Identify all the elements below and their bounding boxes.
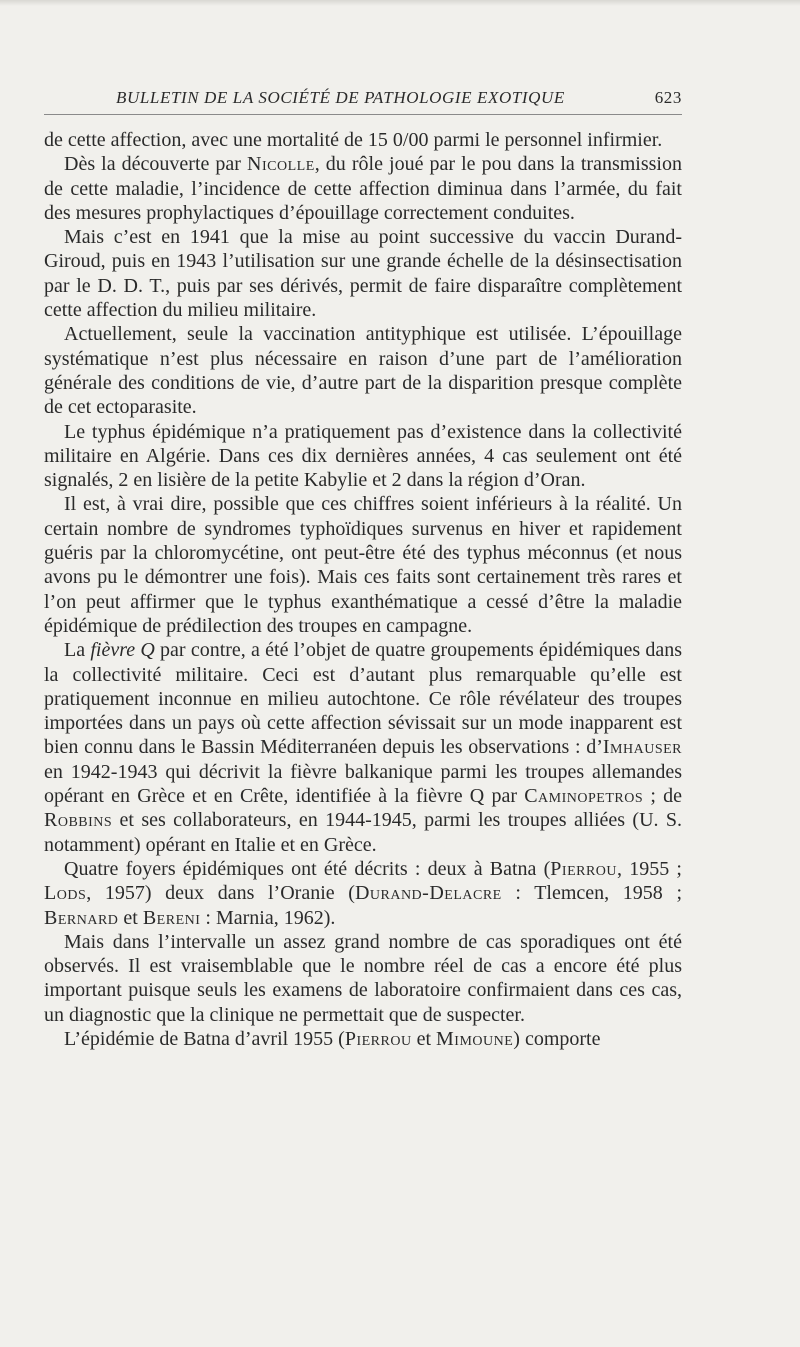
author-name: Durand-Delacre: [354, 882, 502, 905]
page-number: 623: [654, 88, 682, 107]
author-name: Caminopetros: [524, 785, 644, 808]
text-run: Dès la découverte par: [64, 153, 248, 176]
page-top-edge: [0, 0, 800, 6]
text-run: ; de: [643, 785, 682, 808]
author-name: Imhauser: [602, 736, 682, 759]
author-name: Robbins: [44, 809, 113, 832]
author-name: Bereni: [142, 906, 201, 929]
text-run: par contre, a été l’objet de quatre groupements épidémiques dans la collectivité militaire. Ceci est d’autant plus remarquable qu’elle est pratiquement inconnue en milieu autochtone. Ce rôle révélateur des troupes importées dans un pays où cette affection sévissait sur un mode inapparent est bien connu dans le Bassin Méditerranéen depuis les observations : d’: [44, 639, 682, 759]
paragraph: [44, 638, 682, 857]
journal-title: BULLETIN DE LA SOCIÉTÉ DE PATHOLOGIE EXOTIQUE: [116, 88, 565, 107]
author-name: Nicolle: [247, 153, 315, 176]
text-run: Il est, à vrai dire, possible que ces chiffres soient inférieurs à la réalité. Un certain nombre de syndromes typhoïdiques survenus en hiver et rapidement guéris par la chloromycétine, ont peut-être été des typhus méconnus (et nous avons pu le démontrer une fois). Mais ces faits sont certainement très rares et l’on peut affirmer que le typhus exanthématique a cessé d’être la maladie épidémique de prédilection des troupes en campagne.: [44, 493, 682, 637]
text-run: , du rôle joué par le pou dans la transmission de cette maladie, l’incidence de cette affection diminua dans l’armée, du fait des mesures prophylactiques d’épouillage correctement conduites.: [44, 153, 682, 224]
text-run: Actuellement, seule la vaccination antityphique est utilisée. L’épouillage systématique n’est plus nécessaire en raison d’une part de l’amélioration générale des conditions de vie, d’autre part de la disparition presque complète de cet ectoparasite.: [44, 323, 682, 419]
paragraph: [44, 930, 682, 1027]
text-run: et: [118, 906, 143, 929]
text-run: et ses collaborateurs, en 1944-1945, parmi les troupes alliées (U. S. notamment) opérant en Italie et en Grèce.: [44, 809, 682, 856]
paragraph: [44, 857, 682, 930]
author-name: Pierrou: [550, 857, 618, 880]
paragraph: [44, 492, 682, 638]
paragraph: [44, 420, 682, 493]
text-run: ) comporte: [513, 1027, 601, 1050]
running-header: [44, 88, 682, 112]
header-rule: [44, 114, 682, 115]
text-run: en 1942-1943 qui décrivit la fièvre balkanique parmi les troupes allemandes opérant en Grèce et en Crête, identifiée à la fièvre Q par: [44, 760, 682, 808]
text-run: Mais c’est en 1941 que la mise au point successive du vaccin Durand-Giroud, puis en 1943 l’utilisation sur une grande échelle de la désinsectisation par le D. D. T., puis par ses dérivés, permit de faire disparaître complètement cette affection du milieu militaire.: [44, 226, 682, 322]
text-run: : Tlemcen, 1958 ;: [501, 882, 682, 905]
author-name: Pierrou: [344, 1027, 412, 1050]
text-run: , 1955 ;: [617, 857, 682, 880]
article-body: [44, 128, 682, 1051]
paragraph: [44, 1027, 682, 1051]
italic-term: fièvre Q: [90, 639, 155, 662]
text-run: , 1957) deux dans l’Oranie (: [86, 882, 355, 905]
text-run: Mais dans l’intervalle un assez grand nombre de cas sporadiques ont été observés. Il est vraisemblable que le nombre réel de cas a encore été plus important puisque seuls les examens de laboratoire confirmaient dans ces cas, un diagnostic que la clinique ne permettait que de suspecter.: [44, 930, 682, 1026]
paragraph-continued: [44, 128, 682, 152]
text-run: Le typhus épidémique n’a pratiquement pas d’existence dans la collectivité militaire en Algérie. Dans ces dix dernières années, 4 cas seulement ont été signalés, 2 en lisière de la petite Kabylie et 2 dans la région d’Oran.: [44, 420, 682, 492]
text-run: et: [411, 1027, 437, 1050]
text-run: de cette affection, avec une mortalité de 15 0/00 parmi le personnel infirmier.: [44, 129, 663, 151]
paragraph: [44, 225, 682, 322]
text-run: : Marnia, 1962).: [200, 906, 336, 929]
author-name: Bernard: [44, 906, 119, 929]
paragraph: [44, 322, 682, 419]
text-run: La: [64, 639, 91, 662]
text-run: Quatre foyers épidémiques ont été décrits : deux à Batna (: [64, 857, 551, 880]
author-name: Lods: [44, 882, 87, 905]
author-name: Mimoune: [436, 1027, 514, 1050]
text-run: L’épidémie de Batna d’avril 1955 (: [64, 1027, 345, 1050]
paragraph: [44, 152, 682, 225]
